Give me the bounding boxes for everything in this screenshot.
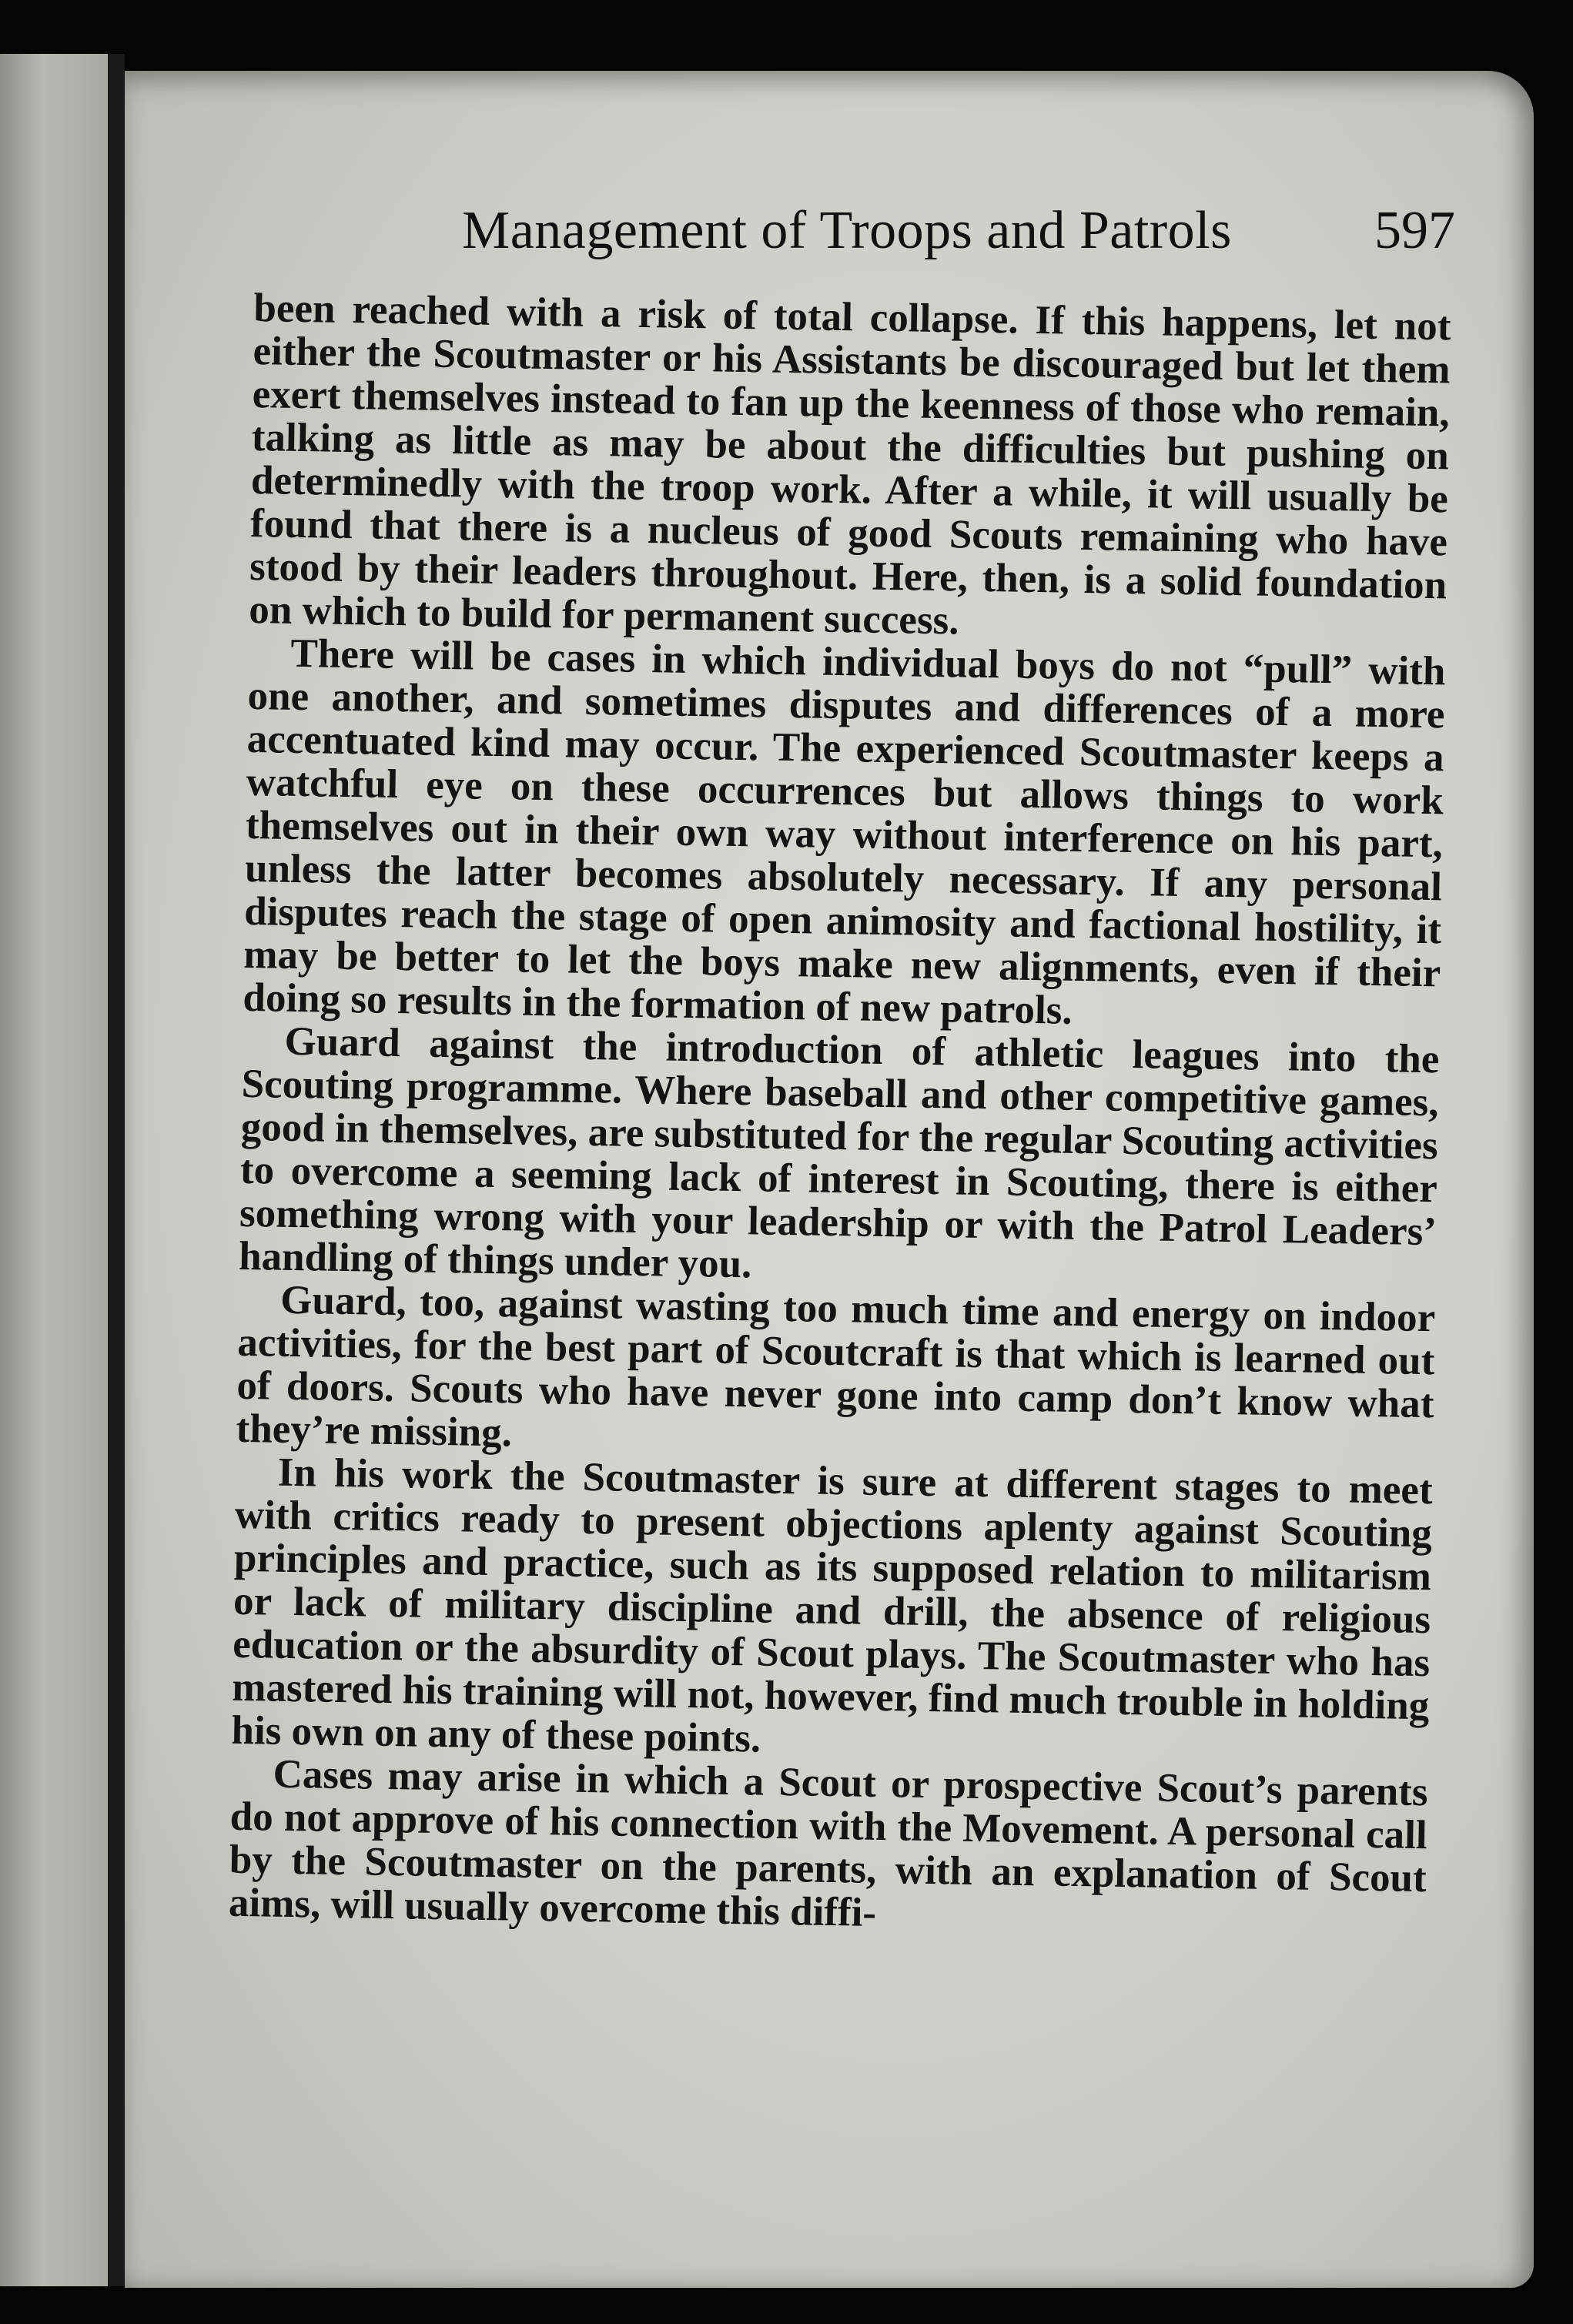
paragraph: Guard, too, against wasting too much time and energy on indoor activities, for the best part of Scoutcraft is that which is learned out of doors. Scouts who have never gone into camp don’t know what they’re missing.	[236, 1277, 1436, 1456]
paragraph: Guard against the introduction of athletic leagues into the Scouting programme. Where baseball and other competitive games, good in themselves, are substituted for the regular Scouting activities to overcome a seeming lack of interest in Scouting, there is either something wrong with your leadership or with the Patrol Leaders’ handling of things under you.	[238, 1018, 1440, 1287]
page-body-text	[229, 286, 1451, 1943]
paragraph: been reached with a risk of total collapse. If this happens, let not either the Scoutmaster or his Assistants be discouraged but let them exert themselves instead to fan up the keenness of those who remain, talking as little as may be about the difficulties but pushing on determinedly with the troop work. After a while, it will usually be found that there is a nucleus of good Scouts remaining who have stood by their leaders throughout. Here, then, is a solid foundation on which to build for permanent success.	[248, 286, 1451, 644]
paragraph: In his work the Scoutmaster is sure at different stages to meet with critics ready to present objections aplenty against Scouting principles and practice, such as its supposed relation to militarism or lack of military discipline and drill, the absence of religious education or the absurdity of Scout plays. The Scoutmaster who has mastered his training will not, however, find much trouble in holding his own on any of these points.	[231, 1450, 1434, 1761]
running-title: Management of Troops and Patrols	[462, 201, 1232, 260]
book-gutter	[108, 54, 125, 2286]
page-number: 597	[1374, 201, 1455, 260]
page-header	[462, 200, 1455, 269]
paragraph: Cases may arise in which a Scout or prospective Scout’s parents do not approve of his connection with the Movement. A personal call by the Scoutmaster on the parents, with an explanation of Scout aims, will usually overcome this diffi-	[228, 1751, 1428, 1935]
paragraph: There will be cases in which individual boys do not “pull” with one another, and sometimes disputes and differences of a more accentuated kind may occur. The experienced Scoutmaster keeps a watchful eye on these occurrences but allows things to work themselves out in their own way without interference on his part, unless the latter becomes absolutely necessary. If any personal disputes reach the stage of open animosity and factional hostility, it may be better to let the boys make new alignments, even if their doing so results in the formation of new patrols.	[243, 630, 1446, 1033]
facing-page-edge	[0, 54, 108, 2286]
